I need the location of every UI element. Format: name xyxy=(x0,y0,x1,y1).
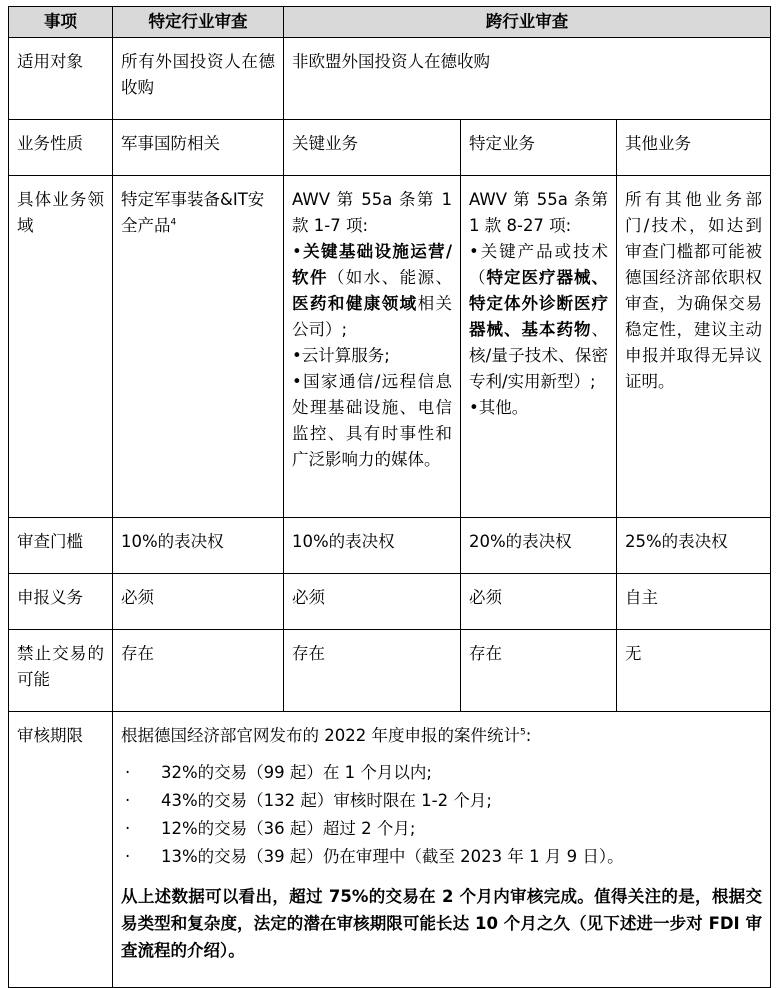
row-label: 审查门槛 xyxy=(9,518,113,574)
bullet: · xyxy=(125,791,131,810)
fields-military-text: 特定军事装备&IT安全产品 xyxy=(121,190,265,235)
table-row-prohibition xyxy=(9,630,771,712)
cell-threshold-other: 25%的表决权 xyxy=(617,518,771,574)
cell-filing-other: 自主 xyxy=(617,574,771,630)
cell-fields-other: 所有其他业务部门/技术，如达到审查门槛都可能被德国经济部依职权审查，为确保交易稳定性，建议主动申报并取得无异议证明。 xyxy=(617,176,771,518)
footnote-ref: 4 xyxy=(170,217,177,228)
table-header-row xyxy=(9,7,771,38)
cell-filing-military: 必须 xyxy=(113,574,284,630)
text: 12%的交易（36 起）超过 2 个月; xyxy=(161,819,416,838)
table-row-filing xyxy=(9,574,771,630)
bullet: · xyxy=(125,763,131,782)
list-item xyxy=(121,787,762,815)
cell-prohibition-critical: 存在 xyxy=(284,630,461,712)
header-cross-sector-review: 跨行业审查 xyxy=(284,7,771,38)
fields-critical-bullet-3: •国家通信/远程信息处理基础设施、电信监控、具有时事性和广泛影响力的媒体。 xyxy=(292,372,452,469)
period-conclusion: 从上述数据可以看出，超过 75%的交易在 2 个月内审核完成。值得关注的是，根据交易类型和复杂度，法定的潜在审核期限可能长达 10 个月之久（见下述进一步对 FDI 审查流程的介绍）。 xyxy=(121,887,762,960)
text: 、核/量子技术、保密专利/实用新型）; xyxy=(469,320,608,391)
cell-nature-military: 军事国防相关 xyxy=(113,120,284,176)
table-row-fields xyxy=(9,176,771,518)
bullet: · xyxy=(125,847,131,866)
cell-nature-specific: 特定业务 xyxy=(461,120,617,176)
cell-fields-military xyxy=(113,176,284,518)
row-label: 具体业务领域 xyxy=(9,176,113,518)
row-label: 申报义务 xyxy=(9,574,113,630)
cell-filing-specific: 必须 xyxy=(461,574,617,630)
cell-nature-other: 其他业务 xyxy=(617,120,771,176)
cell-fields-critical xyxy=(284,176,461,518)
fields-specific-intro: AWV 第 55a 条第 1 款 8-27 项: xyxy=(469,190,608,235)
text: : xyxy=(525,726,532,745)
fdi-review-table xyxy=(8,6,771,988)
text: 相关公司）; xyxy=(292,294,452,339)
table-row-nature xyxy=(9,120,771,176)
table-row-threshold xyxy=(9,518,771,574)
table-row-period xyxy=(9,712,771,988)
fields-specific-bullet-2: •其他。 xyxy=(469,398,529,417)
list-item xyxy=(121,815,762,843)
bold-text: 关键基础设施运营/软件 xyxy=(292,242,452,287)
cell-filing-critical: 必须 xyxy=(284,574,461,630)
cell-threshold-specific: 20%的表决权 xyxy=(461,518,617,574)
row-label: 审核期限 xyxy=(9,712,113,988)
text: 13%的交易（39 起）仍在审理中（截至 2023 年 1 月 9 日）。 xyxy=(161,847,624,866)
fields-critical-bullet-2: •云计算服务; xyxy=(292,346,390,365)
text: （如水、能源、 xyxy=(327,268,452,287)
text: 32%的交易（99 起）在 1 个月以内; xyxy=(161,763,432,782)
footnote-ref: 5 xyxy=(519,727,526,738)
bold-text: 特定医疗器械、特定体外诊断医疗器械、基本药物 xyxy=(469,268,608,339)
row-label: 业务性质 xyxy=(9,120,113,176)
cell-nature-critical: 关键业务 xyxy=(284,120,461,176)
bold-text: 医药和健康领域 xyxy=(292,294,418,313)
header-sector-review: 特定行业审查 xyxy=(113,7,284,38)
cell-applicable-sector: 所有外国投资人在德收购 xyxy=(113,38,284,120)
cell-fields-specific xyxy=(461,176,617,518)
bullet: • xyxy=(292,242,302,261)
text: 根据德国经济部官网发布的 2022 年度申报的案件统计 xyxy=(121,726,520,745)
cell-period xyxy=(113,712,771,988)
cell-prohibition-military: 存在 xyxy=(113,630,284,712)
fields-critical-intro: AWV 第 55a 条第 1 款 1-7 项: xyxy=(292,190,452,235)
period-intro xyxy=(121,723,762,749)
list-item xyxy=(121,759,762,787)
fields-critical-bullet-1 xyxy=(292,239,452,343)
table-row-applicable xyxy=(9,38,771,120)
cell-threshold-military: 10%的表决权 xyxy=(113,518,284,574)
cell-threshold-critical: 10%的表决权 xyxy=(284,518,461,574)
header-item: 事项 xyxy=(9,7,113,38)
cell-prohibition-other: 无 xyxy=(617,630,771,712)
list-item xyxy=(121,843,762,871)
cell-applicable-cross: 非欧盟外国投资人在德收购 xyxy=(284,38,771,120)
bullet: · xyxy=(125,819,131,838)
text: •关键产品或技术（ xyxy=(469,242,608,287)
period-stats-list xyxy=(121,759,762,871)
row-label: 禁止交易的可能 xyxy=(9,630,113,712)
text: 43%的交易（132 起）审核时限在 1-2 个月; xyxy=(161,791,492,810)
cell-prohibition-specific: 存在 xyxy=(461,630,617,712)
fields-specific-bullet-1 xyxy=(469,239,608,395)
row-label: 适用对象 xyxy=(9,38,113,120)
